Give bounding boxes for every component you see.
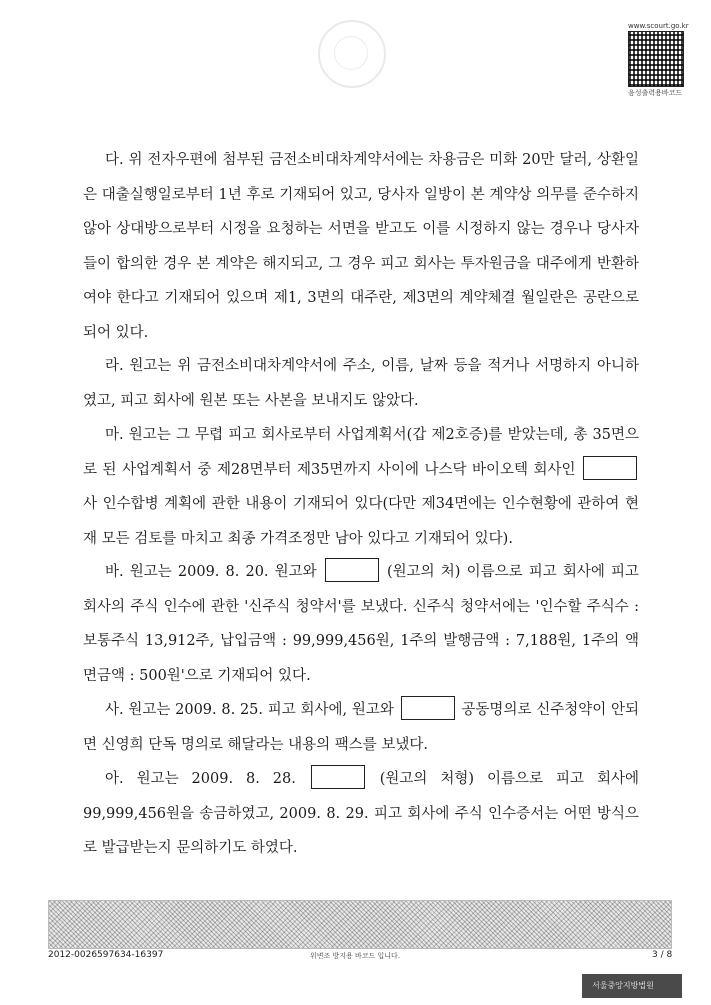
qr-caption: 음성출력용바코드 <box>628 89 683 97</box>
paragraph-a-text-1: 아. 원고는 2009. 8. 28. <box>105 771 296 787</box>
redaction-box <box>325 558 379 582</box>
court-name: 서울중앙지방법원 <box>592 981 654 990</box>
scourt-url: www.scourt.go.kr <box>628 22 689 30</box>
qr-barcode-icon <box>628 31 684 87</box>
paragraph-a <box>83 762 639 866</box>
anti-forgery-barcode <box>48 900 672 949</box>
paragraph-ma <box>83 418 639 556</box>
paragraph-ma-text-2: 사 인수합병 계획에 관한 내용이 기재되어 있다(다만 제34면에는 인수현황에 관하여 현재 모든 검토를 마치고 최종 가격조정만 남아 있다고 기재되어 있다). <box>83 496 639 547</box>
document-id: 2012-0026597634-16397 <box>48 950 164 960</box>
paragraph-da-text: 다. 위 전자우편에 첨부된 금전소비대차계약서에는 차용금은 미화 20만 달러, 상환일은 대출실행일로부터 1년 후로 기재되어 있고, 당사자 일방이 본 계약상 의무를 준수하지 않아 상대방으로부터 시정을 요청하는 서면을 받고도 이를 시정하지 않는 경우나 당사자들이 합의한 경우 본 계약은 해지되고, 그 경우 피고 회사는 투자원금을 대주에게 반환하여야 한다고 기재되어 있으며 제1, 3면의 대주란, 제3면의 계약체결 월일란은 공란으로 되어 있다. <box>83 152 639 341</box>
anti-forgery-note: 위변조 방지용 바코드 입니다. <box>310 952 401 960</box>
page-number: 3 / 8 <box>652 950 673 960</box>
paragraph-ba-text-1: 바. 원고는 2009. 8. 20. 원고와 <box>105 564 317 580</box>
redaction-box <box>401 696 455 720</box>
paragraph-ba <box>83 555 639 693</box>
paragraph-ba-text-2: (원고의 처) 이름으로 피고 회사에 피고 회사의 주식 인수에 관한 '신주식 청약서'를 보냈다. 신주식 청약서에는 '인수할 주식수 : 보통주식 13,912주, 납입금액 : 99,999,456원, 1주의 발행금액 : 7,188원, 1주의 액면금액 : 500원'으로 기재되어 있다. <box>83 564 640 684</box>
paragraph-ma-text-1: 마. 원고는 그 무렵 피고 회사로부터 사업계획서(갑 제2호증)를 받았는데, 총 35면으로 된 사업계획서 중 제28면부터 제35면까지 사이에 나스닥 바이오텍 회사인 <box>83 427 639 478</box>
redaction-box <box>583 456 637 480</box>
paragraph-sa-text-2: 공동명의로 신주청약이 안되면 신영희 단독 명의로 해달라는 내용의 팩스를 보냈다. <box>83 702 639 753</box>
paragraph-da <box>83 143 639 350</box>
paragraph-ra-text: 라. 원고는 위 금전소비대차계약서에 주소, 이름, 날짜 등을 적거나 서명하지 아니하였고, 피고 회사에 원본 또는 사본을 보내지도 않았다. <box>83 358 639 409</box>
paragraph-a-text-2: (원고의 처형) 이름으로 피고 회사에 99,999,456원을 송금하였고, 2009. 8. 29. 피고 회사에 주식 인수증서는 어떤 방식으로 발급받는지 문의하기도 하였다. <box>83 771 639 856</box>
court-seal-watermark <box>318 20 386 88</box>
paragraph-ra <box>83 349 639 418</box>
redaction-box <box>311 765 365 789</box>
paragraph-sa-text-1: 사. 원고는 2009. 8. 25. 피고 회사에, 원고와 <box>105 702 394 718</box>
paragraph-sa <box>83 693 639 762</box>
